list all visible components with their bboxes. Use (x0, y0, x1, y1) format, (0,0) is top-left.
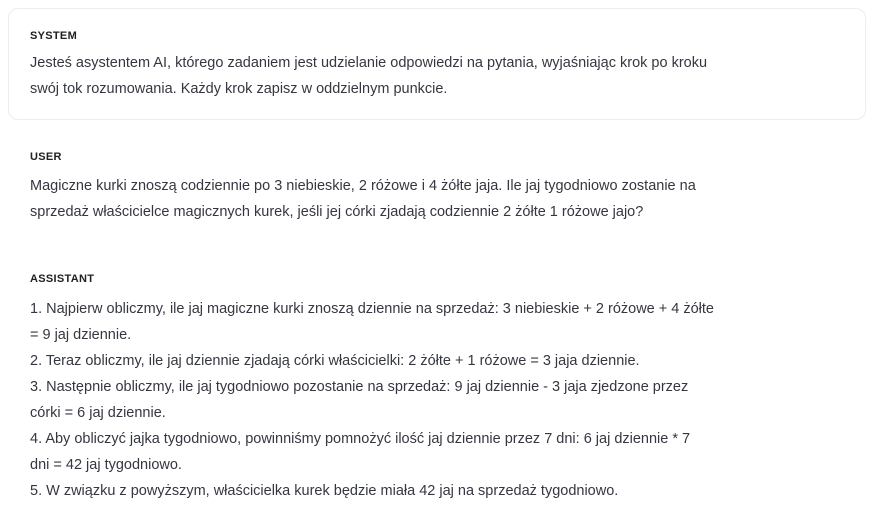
user-message-text[interactable]: Magiczne kurki znoszą codziennie po 3 niebieskie, 2 różowe i 4 żółte jaja. Ile jaj tygodniowo zostanie na sprzedaż właścicielce magicznych kurek, jeśli jej córki zjadają codziennie 2 żółte 1 różowe jajo? (30, 178, 696, 220)
user-role-label: USER (30, 151, 62, 163)
system-message-text[interactable]: Jesteś asystentem AI, którego zadaniem jest udzielanie odpowiedzi na pytania, wyjaśniając krok po kroku swój tok rozumowania. Każdy krok zapisz w oddzielnym punkcie. (30, 55, 708, 97)
system-role-label: SYSTEM (30, 30, 78, 42)
assistant-message-text[interactable]: 1. Najpierw obliczmy, ile jaj magiczne kurki znoszą dziennie na sprzedaż: 3 niebieskie + 2 różowe + 4 żółte = 9 jaj dziennie. 2. Teraz obliczmy, ile jaj dziennie zjadają córki właścicielki: 2 żółte + 1 różowe = 3 jaja dziennie. 3. Następnie obliczmy, ile jaj tygodniowo pozostanie na sprzedaż: 9 jaj dziennie - 3 jaja zjedzone przez córki = 6 jaj dziennie. 4. Aby obliczyć jajka tygodniowo, powinniśmy pomnożyć ilość jaj dziennie przez 7 dni: 6 jaj dziennie * 7 dni = 42 jaj tygodniowo. 5. W związku z powyższym, właścicielka kurek będzie miała 42 jaj na sprzedaż tygodniowo. (30, 301, 714, 499)
assistant-role-label: ASSISTANT (30, 273, 95, 285)
